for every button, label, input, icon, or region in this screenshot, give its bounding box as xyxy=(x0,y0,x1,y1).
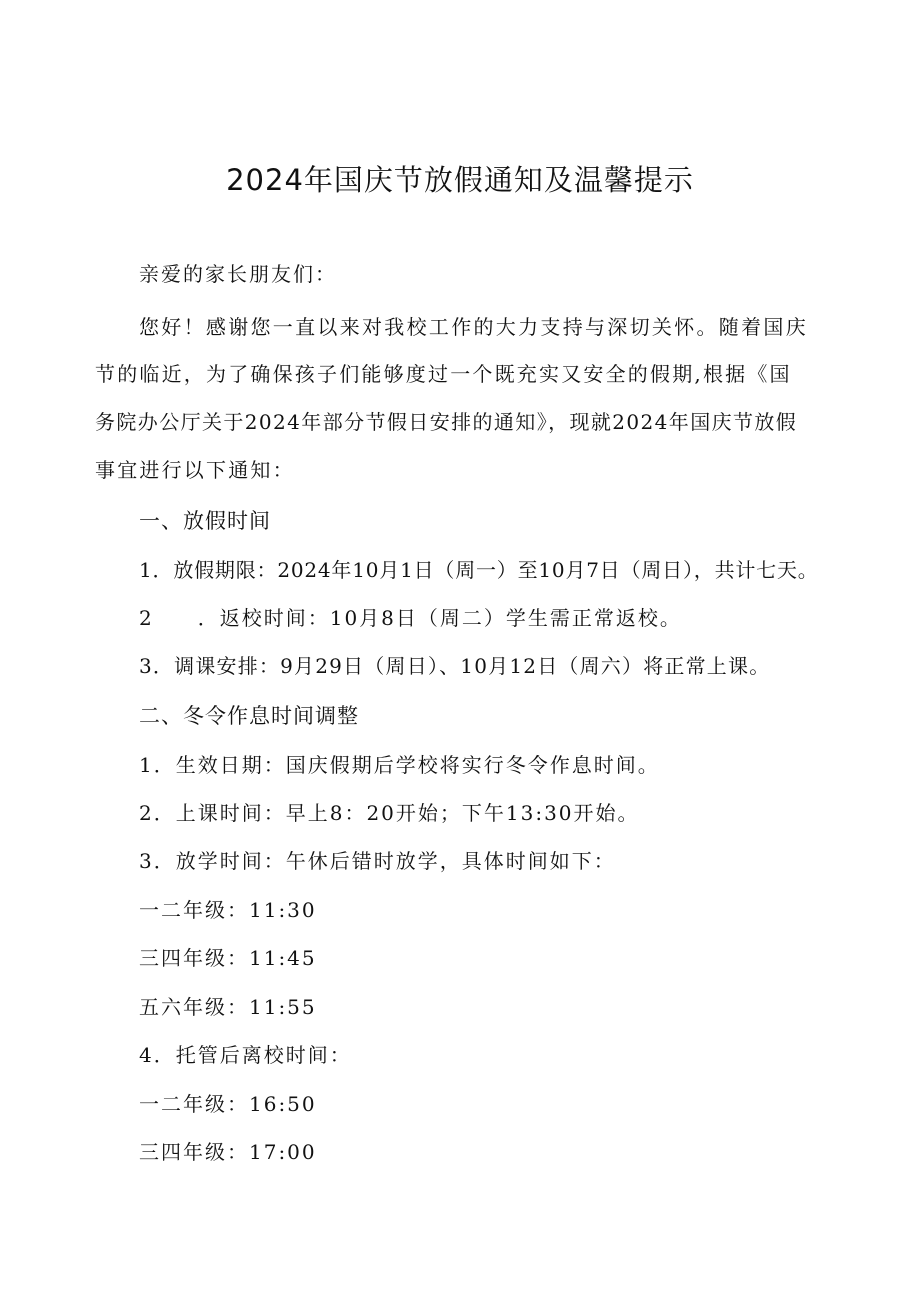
holiday-item-3: 3．调课安排：9月29日（周日）、10月12日（周六）将正常上课。 xyxy=(139,654,771,678)
holiday-item-2: 2 ．返校时间：10月8日（周二）学生需正常返校。 xyxy=(139,606,682,630)
dismissal-grade-5-6: 五六年级：11:55 xyxy=(139,995,317,1019)
dismissal-grade-3-4: 三四年级：11:45 xyxy=(139,946,317,970)
intro-line-3: 务院办公厅关于2024年部分节假日安排的通知》，现就2024年国庆节放假 xyxy=(95,410,798,434)
intro-line-4: 事宜进行以下通知： xyxy=(95,458,295,482)
holiday-item-1: 1．放假期限：2024年10月1日（周一）至10月7日（周日），共计七天。 xyxy=(139,558,819,582)
intro-line-2: 节的临近，为了确保孩子们能够度过一个既充实又安全的假期,根据《国 xyxy=(95,362,792,386)
after-care-heading: 4．托管后离校时间： xyxy=(139,1043,352,1067)
schedule-item-1: 1．生效日期：国庆假期后学校将实行冬令作息时间。 xyxy=(139,753,660,777)
after-care-grade-1-2: 一二年级：16:50 xyxy=(139,1092,317,1116)
document-title: 2024年国庆节放假通知及温馨提示 xyxy=(226,163,694,197)
schedule-item-3: 3．放学时间：午休后错时放学，具体时间如下： xyxy=(139,849,616,873)
intro-line-1: 您好！感谢您一直以来对我校工作的大力支持与深切关怀。随着国庆 xyxy=(139,315,808,339)
dismissal-grade-1-2: 一二年级：11:30 xyxy=(139,898,317,922)
greeting: 亲爱的家长朋友们： xyxy=(139,262,337,286)
section-heading-holiday: 一、放假时间 xyxy=(139,509,271,533)
section-heading-winter-schedule: 二、冬令作息时间调整 xyxy=(139,704,359,728)
after-care-grade-3-4: 三四年级：17:00 xyxy=(139,1140,317,1164)
schedule-item-2: 2．上课时间：早上8：20开始；下午13:30开始。 xyxy=(139,801,640,825)
